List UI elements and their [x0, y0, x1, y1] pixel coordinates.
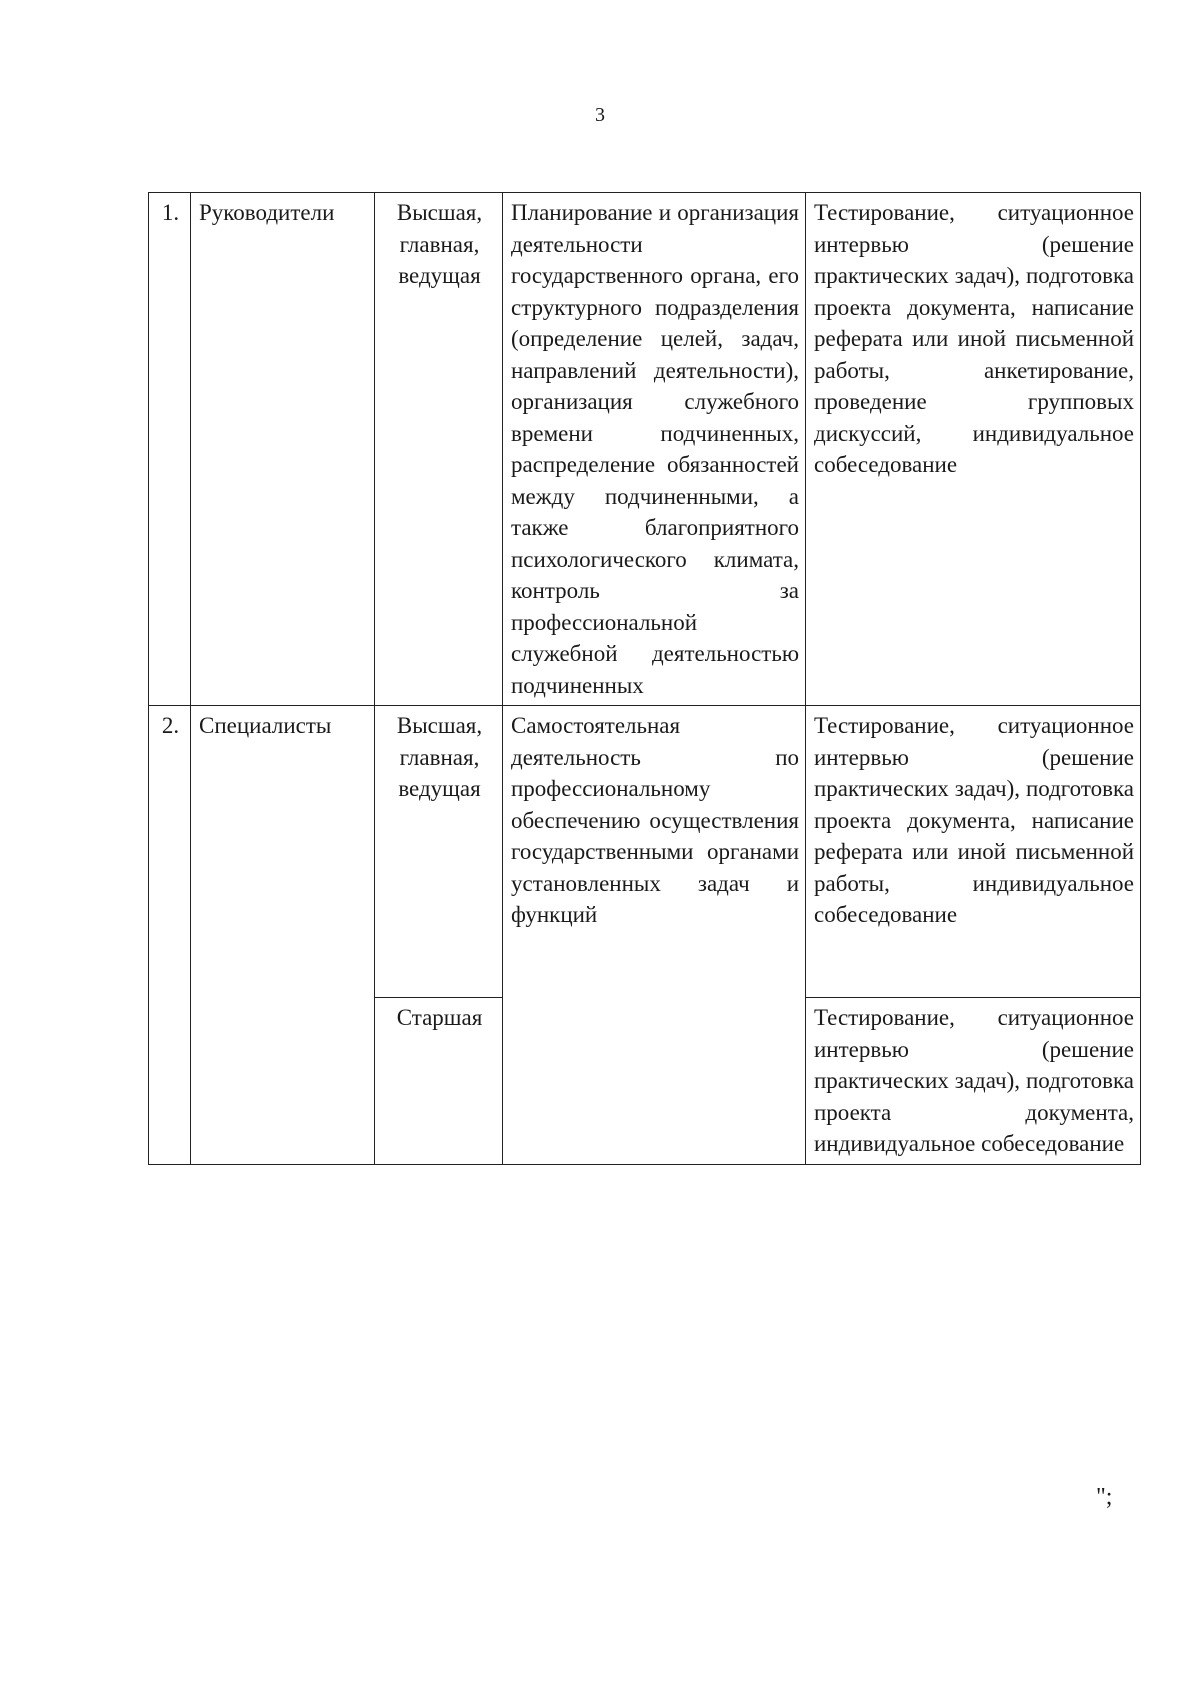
table-row — [149, 193, 1141, 706]
group-cell: Руководители — [191, 193, 375, 706]
group-cell: Специалисты — [191, 706, 375, 1165]
closing-quote-mark: "; — [1096, 1484, 1113, 1510]
methods-cell: Тестирование, ситуационное интервью (решение практических задач), подготовка проекта документа, индивидуальное собеседование — [806, 998, 1141, 1165]
table-row — [149, 706, 1141, 998]
row-number-cell: 1. — [149, 193, 191, 706]
category-cell: Высшая, главная, ведущая — [375, 706, 503, 998]
category-cell: Высшая, главная, ведущая — [375, 193, 503, 706]
methods-cell: Тестирование, ситуационное интервью (решение практических задач), подготовка проекта документа, написание реферата или иной письменной работы, анкетирование, проведение групповых дискуссий, индивидуальное собеседование — [806, 193, 1141, 706]
methods-cell: Тестирование, ситуационное интервью (решение практических задач), подготовка проекта документа, написание реферата или иной письменной работы, индивидуальное собеседование — [806, 706, 1141, 998]
functions-cell: Планирование и организация деятельности государственного органа, его структурного подразделения (определение целей, задач, направлений деятельности), организация служебного времени подчиненных, распределение обязанностей между подчиненными, а также благоприятного психологического климата, контроль за профессиональной служебной деятельностью подчиненных — [503, 193, 806, 706]
qualification-methods-table — [148, 192, 1141, 1165]
functions-cell: Самостоятельная деятельность по профессиональному обеспечению осуществления государственными органами установленных задач и функций — [503, 706, 806, 1165]
category-cell: Старшая — [375, 998, 503, 1165]
page-number: 3 — [595, 104, 605, 126]
row-number-cell: 2. — [149, 706, 191, 1165]
